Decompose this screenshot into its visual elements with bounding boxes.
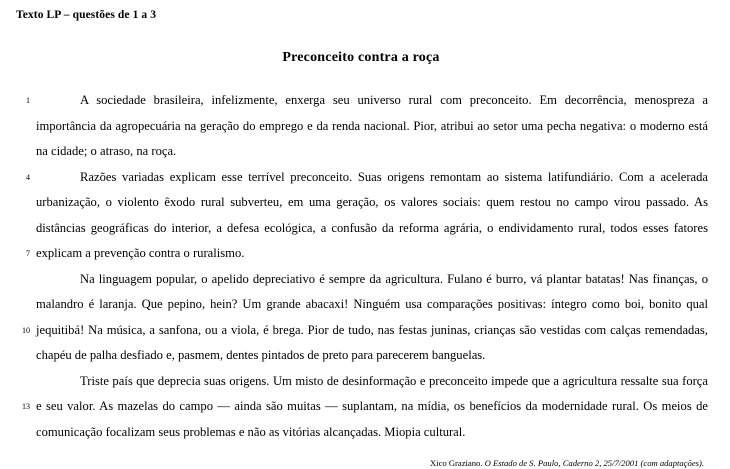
line-number: 7 [26,249,30,258]
source-citation [14,457,708,469]
paragraph-1 [14,88,708,165]
line-number: 13 [22,402,30,411]
text-reference-header: Texto LP – questões de 1 a 3 [16,9,157,21]
paragraph-text: Triste país que deprecia suas origens. Um misto de desinformação e preconceito impede que a agricultura ressalte sua força e seu valor. As mazelas do campo — ainda são muitas — suplantam, na mídia, os benefícios da modernidade rural. Os meios de comunicação focalizam seus problemas e não as vitórias alcançadas. Miopia cultural. [36,373,708,439]
paragraph-2 [14,165,708,267]
line-number: 4 [26,172,30,182]
line-number: 1 [26,96,30,105]
source-author: Xico Graziano. [429,458,483,468]
page-title: Preconceito contra a roça [282,50,440,65]
paragraph-text: A sociedade brasileira, infelizmente, enxerga seu universo rural com preconceito. Em decorrência, menospreza a importância da agropecuária na geração do emprego e da renda nacional. Pior, atribui ao setor uma pecha negativa: o moderno está na cidade; o atraso, na roça. [36,93,708,158]
paragraph-4 [14,369,708,446]
source-publication: O Estado de S. Paulo, Caderno 2, 25/7/2001 (com adaptações). [484,458,704,468]
line-number: 10 [22,325,30,335]
paragraph-text: Razões variadas explicam esse terrível preconceito. Suas origens remontam ao sistema latifundiário. Com a acelerada urbanização, o violento êxodo rural subverteu, em uma geração, os valores sociais: quem restou no campo virou passado. As distâncias geográficas do interior, a defesa ecológica, a confusão da reforma agrária, o endividamento rural, todos esses fatores explicam a prevenção contra o ruralismo. [36,169,708,260]
paragraph-text: Na linguagem popular, o apelido depreciativo é sempre da agricultura. Fulano é burro, vá plantar batatas! Nas finanças, o malandro é laranja. Que pepino, hein? Um grande abacaxi! Ninguém usa comparações positivas: íntegro como boi, bonito qual jequitibá! Na música, a sanfona, ou a viola, é brega. Pior de tudo, nas festas juninas, crianças são vestidas com calças remendadas, chapéu de palha desfiado e, pasmem, dentes pintados de preto para parecerem banguelas. [36,271,708,362]
document-body [14,88,708,469]
paragraph-3 [14,267,708,369]
